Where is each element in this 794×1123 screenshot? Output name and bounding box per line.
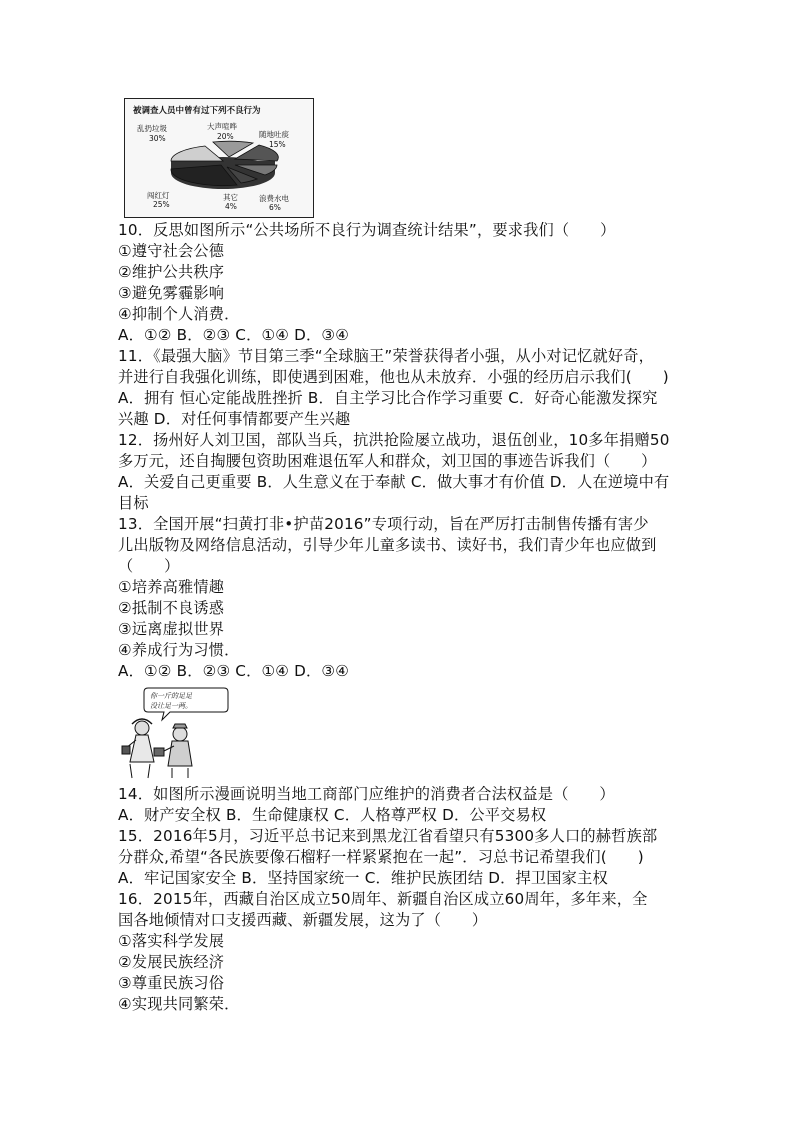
label-other: 其它 xyxy=(223,193,238,202)
bubble-text-line2: 没让足一两。 xyxy=(150,702,192,710)
q11-choices-line2: 兴趣 D．对任何事情都要产生兴趣 xyxy=(118,410,351,428)
q16-stem-line1: 16．2015年，西藏自治区成立50周年、新疆自治区成立60周年，多年来，全 xyxy=(118,890,648,908)
q15-choices: A．牢记国家安全 B．坚持国家统一 C．维护民族团结 D．捍卫国家主权 xyxy=(118,869,608,887)
cartoon-svg xyxy=(118,684,230,780)
pct-other: 4% xyxy=(225,202,237,211)
q13-choices: A．①② B．②③ C．①④ D．③④ xyxy=(118,662,350,680)
q10-choices: A．①② B．②③ C．①④ D．③④ xyxy=(118,326,350,344)
bubble-text-line1: 你一斤的足足 xyxy=(150,692,192,700)
q16-option-1: ①落实科学发展 xyxy=(118,932,225,950)
q10-option-4: ④抑制个人消费． xyxy=(118,305,240,323)
q12-stem-line1: 12．扬州好人刘卫国，部队当兵，抗洪抢险屡立战功，退伍创业，10多年捐赠50 xyxy=(118,431,670,449)
q10-option-2: ②维护公共秩序 xyxy=(118,263,225,281)
q13-stem-line3: （ ） xyxy=(118,557,180,575)
q16-stem-line2: 国各地倾情对口支援西藏、新疆发展，这为了（ ） xyxy=(118,911,488,929)
q11-stem-line1: 11．《最强大脑》节目第三季“全球脑王”荣誉获得者小强，从小对记忆就好奇， xyxy=(118,347,655,365)
label-litter: 乱扔垃圾 xyxy=(137,124,167,133)
q10-option-1: ①遵守社会公德 xyxy=(118,242,225,260)
pct-redlight: 25% xyxy=(153,200,170,209)
q15-stem-line1: 15．2016年5月，习近平总书记来到黑龙江省看望只有5300多人口的赫哲族部 xyxy=(118,827,658,845)
cartoon-figure xyxy=(118,684,230,780)
q14-choices: A．财产安全权 B．生命健康权 C．人格尊严权 D．公平交易权 xyxy=(118,806,547,824)
q13-stem-line1: 13．全国开展“扫黄打非•护苗2016”专项行动，旨在严厉打击制售传播有害少 xyxy=(118,515,649,533)
q13-option-1: ①培养高雅情趣 xyxy=(118,578,225,596)
q14-stem: 14．如图所示漫画说明当地工商部门应维护的消费者合法权益是（ ） xyxy=(118,785,615,803)
pct-noise: 20% xyxy=(217,132,234,141)
q12-stem-line2: 多万元，还自掏腰包资助困难退伍军人和群众，刘卫国的事迹告诉我们（ ） xyxy=(118,452,657,470)
man-figure xyxy=(154,724,192,778)
q16-option-3: ③尊重民族习俗 xyxy=(118,974,225,992)
survey-pie-figure xyxy=(124,98,314,218)
pct-spitting: 15% xyxy=(269,140,286,149)
label-redlight: 闯红灯 xyxy=(147,191,170,200)
label-noise: 大声喧哗 xyxy=(207,122,237,131)
label-spitting: 随地吐痰 xyxy=(259,130,289,139)
q11-stem-line2: 并进行自我强化训练，即使遇到困难，他也从未放弃．小强的经历启示我们( ) xyxy=(118,368,669,386)
q13-option-3: ③远离虚拟世界 xyxy=(118,620,225,638)
slice-litter xyxy=(171,146,223,161)
q13-option-4: ④养成行为习惯． xyxy=(118,641,240,659)
q13-option-2: ②抵制不良诱惑 xyxy=(118,599,225,617)
q10-stem: 10．反思如图所示“公共场所不良行为调查统计结果”，要求我们（ ） xyxy=(118,221,616,239)
q11-choices-line1: A．拥有 恒心定能战胜挫折 B．自主学习比合作学习重要 C．好奇心能激发探究 xyxy=(118,389,658,407)
pct-waste: 6% xyxy=(269,203,281,212)
woman-figure xyxy=(122,719,154,778)
q10-option-3: ③避免雾霾影响 xyxy=(118,284,225,302)
pie-chart-svg xyxy=(125,99,313,217)
q13-stem-line2: 儿出版物及网络信息活动，引导少年儿童多读书、读好书，我们青少年也应做到 xyxy=(118,536,657,554)
pct-litter: 30% xyxy=(149,134,166,143)
q16-option-4: ④实现共同繁荣． xyxy=(118,995,240,1013)
q15-stem-line2: 分群众,希望“各民族要像石榴籽一样紧紧抱在一起”．习总书记希望我们( ) xyxy=(118,848,644,866)
q16-option-2: ②发展民族经济 xyxy=(118,953,225,971)
label-waste: 浪费水电 xyxy=(259,194,289,203)
figure-title: 被调查人员中曾有过下列不良行为 xyxy=(133,106,261,116)
q12-choices-line1: A．关爱自己更重要 B．人生意义在于奉献 C．做大事才有价值 D．人在逆境中有 xyxy=(118,473,670,491)
q12-choices-line2: 目标 xyxy=(118,494,149,512)
